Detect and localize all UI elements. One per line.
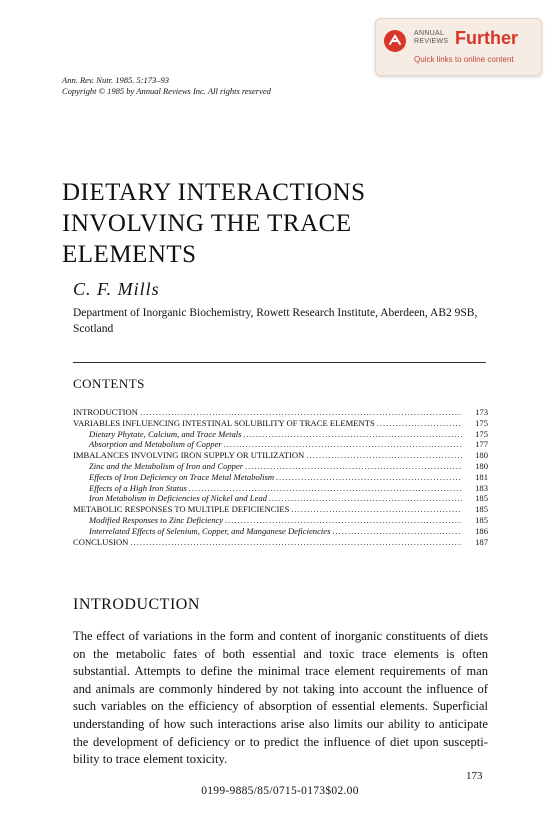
toc-subentry[interactable]: [73, 429, 488, 440]
toc-leader-dots: [274, 472, 462, 483]
badge-further-text: Further: [455, 28, 518, 48]
title-line-2: INVOLVING THE TRACE: [62, 210, 352, 237]
toc-entry-page: 185: [475, 514, 488, 525]
toc-leader-dots: [267, 493, 462, 504]
toc-entry-page: 173: [475, 407, 488, 417]
page-number: 173: [466, 770, 483, 782]
introduction-paragraph: The effect of variations in the form and content of inorganic constituents of diets on the metabolic fates of both essential and toxic trace elements is often substantial. Attempts to define the minimal trace element requirements of man and animals are commonly hindered by not taking into account the influence of such variables on the efficiency of absorption of essential elements. Superficial understanding of how such interactions arise also limits our ability to anticipate the development of deficiency or to predict the influence of diet upon suscepti-bility to trace element toxicity.: [73, 629, 488, 767]
toc-entry-label: Iron Metabolism in Deficiencies of Nickel and Lead: [89, 493, 267, 504]
toc-entry-page: 186: [475, 525, 488, 536]
toc-leader-dots: [128, 537, 462, 548]
toc-entry[interactable]: [73, 407, 488, 418]
toc-entry[interactable]: [73, 504, 488, 515]
toc-entry-page: 181: [475, 471, 488, 482]
toc-entry-label: Effects of a High Iron Status: [89, 482, 187, 493]
toc-entry-label: IMBALANCES INVOLVING IRON SUPPLY OR UTILIZATION: [73, 450, 305, 461]
contents-heading: CONTENTS: [73, 376, 145, 391]
toc-entry-page: 177: [475, 439, 488, 450]
toc-entry-label: METABOLIC RESPONSES TO MULTIPLE DEFICIENCIES: [73, 504, 290, 515]
toc-leader-dots: [242, 429, 462, 440]
toc-entry-page: 185: [475, 504, 488, 515]
toc-entry-page: 180: [475, 450, 488, 461]
toc-entry-label: VARIABLES INFLUENCING INTESTINAL SOLUBILITY OF TRACE ELEMENTS: [73, 417, 375, 428]
title-line-3: ELEMENTS: [62, 241, 197, 268]
toc-leader-dots: [243, 461, 462, 472]
author-name: C. F. Mills: [73, 279, 160, 299]
introduction-heading: INTRODUCTION: [73, 596, 200, 613]
title-line-1: DIETARY INTERACTIONS: [62, 179, 366, 206]
toc-entry-page: 180: [475, 460, 488, 471]
article-title: [62, 177, 492, 270]
toc-entry-page: 175: [475, 417, 488, 428]
journal-citation: [62, 75, 271, 97]
toc-subentry[interactable]: [73, 472, 488, 483]
toc-entry-label: Dietary Phytate, Calcium, and Trace Metals: [89, 428, 242, 439]
citation-line-2: Copyright © 1985 by Annual Reviews Inc. All rights reserved: [62, 86, 271, 96]
toc-entry-page: 183: [475, 482, 488, 493]
citation-line-1: Ann. Rev. Nutr. 1985. 5:173–93: [62, 75, 170, 85]
toc-subentry[interactable]: [73, 526, 488, 537]
toc-entry-page: 185: [475, 493, 488, 504]
toc-leader-dots: [223, 515, 462, 526]
toc-leader-dots: [289, 504, 462, 515]
copyright-fee-code: 0199-9885/85/0715-0173$02.00: [201, 785, 359, 797]
annual-reviews-further-badge[interactable]: [375, 18, 542, 76]
toc-leader-dots: [375, 418, 462, 429]
toc-entry-label: Modified Responses to Zinc Deficiency: [89, 514, 224, 525]
toc-entry-label: CONCLUSION: [73, 536, 129, 547]
toc-subentry[interactable]: [73, 461, 488, 472]
badge-annual-text: ANNUAL: [414, 30, 445, 37]
toc-entry[interactable]: [73, 418, 488, 429]
section-divider: [73, 362, 486, 363]
table-of-contents: [73, 407, 488, 547]
toc-entry-label: INTRODUCTION: [73, 407, 138, 417]
toc-entry[interactable]: [73, 450, 488, 461]
toc-entry-label: Interrelated Effects of Selenium, Copper, and Manganese Deficiencies: [89, 525, 331, 536]
toc-subentry[interactable]: [73, 515, 488, 526]
toc-entry-page: 187: [475, 536, 488, 547]
toc-leader-dots: [187, 483, 462, 494]
toc-leader-dots: [330, 526, 462, 537]
toc-entry-label: Zinc and the Metabolism of Iron and Copper: [89, 460, 244, 471]
toc-leader-dots: [304, 450, 462, 461]
toc-subentry[interactable]: [73, 493, 488, 504]
toc-entry-label: Effects of Iron Deficiency on Trace Metal Metabolism: [89, 471, 275, 482]
toc-subentry[interactable]: [73, 439, 488, 450]
toc-entry-page: 175: [475, 428, 488, 439]
badge-reviews-text: REVIEWS: [414, 38, 449, 45]
toc-entry-label: Absorption and Metabolism of Copper: [89, 439, 222, 450]
toc-subentry[interactable]: [73, 483, 488, 494]
toc-entry[interactable]: [73, 537, 488, 548]
author-affiliation: Department of Inorganic Biochemistry, Rowett Research Institute, Aberdeen, AB2 9SB, Scotland: [73, 307, 478, 335]
annual-reviews-logo-icon: [384, 30, 406, 52]
toc-leader-dots: [222, 439, 462, 450]
toc-leader-dots: [138, 407, 462, 418]
badge-tagline-link[interactable]: Quick links to online content: [414, 55, 514, 64]
